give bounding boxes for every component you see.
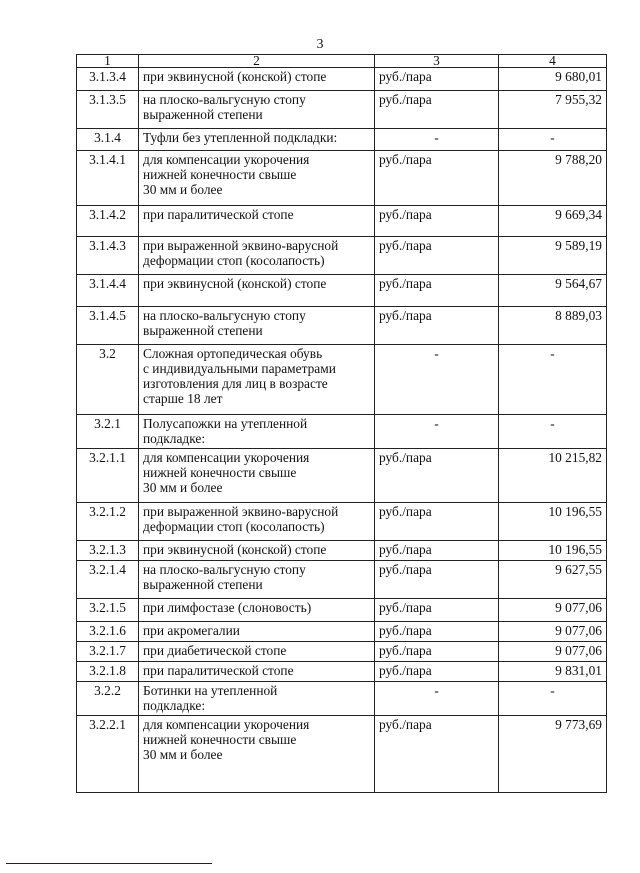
row-unit: руб./пара: [375, 275, 499, 307]
row-unit: руб./пара: [375, 68, 499, 91]
row-code: 3.2.1.7: [77, 642, 139, 662]
page-number: 3: [316, 37, 324, 52]
row-unit: руб./пара: [375, 662, 499, 682]
row-unit: руб./пара: [375, 716, 499, 793]
row-name: для компенсации укорочения нижней конечности свыше 30 мм и более: [139, 716, 375, 793]
row-name: Туфли без утепленной подкладки:: [139, 129, 375, 151]
row-code: 3.1.3.4: [77, 68, 139, 91]
row-price: 8 889,03: [499, 307, 607, 345]
row-name: для компенсации укорочения нижней конечности свыше 30 мм и более: [139, 449, 375, 503]
row-unit: -: [375, 415, 499, 449]
row-unit: руб./пара: [375, 622, 499, 642]
row-name: при паралитической стопе: [139, 662, 375, 682]
row-price: 10 215,82: [499, 449, 607, 503]
row-name: при выраженной эквино-варусной деформации стоп (косолапость): [139, 503, 375, 541]
row-unit: руб./пара: [375, 449, 499, 503]
row-code: 3.2.1: [77, 415, 139, 449]
row-code: 3.2.1.5: [77, 599, 139, 622]
row-name: при выраженной эквино-варусной деформации стоп (косолапость): [139, 237, 375, 275]
row-price: 9 669,34: [499, 206, 607, 237]
row-code: 3.1.4.1: [77, 151, 139, 206]
table-row: [77, 129, 607, 151]
row-price: 9 077,06: [499, 642, 607, 662]
column-header: 4: [499, 55, 607, 68]
row-code: 3.2.1.8: [77, 662, 139, 682]
row-code: 3.1.4.3: [77, 237, 139, 275]
table-row: [77, 503, 607, 541]
row-unit: -: [375, 129, 499, 151]
row-name: при диабетической стопе: [139, 642, 375, 662]
table-row: [77, 662, 607, 682]
row-code: 3.1.4.2: [77, 206, 139, 237]
row-code: 3.1.4.4: [77, 275, 139, 307]
table-row: [77, 642, 607, 662]
row-name: на плоско-вальгусную стопу выраженной степени: [139, 561, 375, 599]
row-name: при паралитической стопе: [139, 206, 375, 237]
column-header: 1: [77, 55, 139, 68]
row-price: 9 077,06: [499, 599, 607, 622]
row-code: 3.2.1.1: [77, 449, 139, 503]
row-price: 7 955,32: [499, 91, 607, 129]
row-price: 10 196,55: [499, 503, 607, 541]
row-name: Сложная ортопедическая обувь с индивидуальными параметрами изготовления для лиц в возрасте старше 18 лет: [139, 345, 375, 415]
row-unit: руб./пара: [375, 541, 499, 561]
row-code: 3.2.2.1: [77, 716, 139, 793]
row-unit: руб./пара: [375, 561, 499, 599]
row-name: Ботинки на утепленной подкладке:: [139, 682, 375, 716]
row-unit: руб./пара: [375, 206, 499, 237]
row-code: 3.2.1.3: [77, 541, 139, 561]
footnote-separator: [6, 863, 212, 864]
column-header: 3: [375, 55, 499, 68]
row-unit: руб./пара: [375, 237, 499, 275]
row-price: 9 788,20: [499, 151, 607, 206]
row-price: -: [499, 345, 607, 415]
row-unit: руб./пара: [375, 642, 499, 662]
row-unit: руб./пара: [375, 599, 499, 622]
row-name: Полусапожки на утепленной подкладке:: [139, 415, 375, 449]
row-code: 3.1.4: [77, 129, 139, 151]
row-price: 9 680,01: [499, 68, 607, 91]
table-row: [77, 237, 607, 275]
tariff-table: [76, 54, 607, 793]
table-row: [77, 599, 607, 622]
row-name: для компенсации укорочения нижней конечности свыше 30 мм и более: [139, 151, 375, 206]
table-row: [77, 622, 607, 642]
table-row: [77, 561, 607, 599]
row-unit: -: [375, 682, 499, 716]
table-row: [77, 151, 607, 206]
row-price: 9 589,19: [499, 237, 607, 275]
table-row: [77, 716, 607, 793]
row-price: 9 564,67: [499, 275, 607, 307]
row-price: 9 627,55: [499, 561, 607, 599]
row-code: 3.2.2: [77, 682, 139, 716]
row-price: 9 077,06: [499, 622, 607, 642]
row-code: 3.2.1.6: [77, 622, 139, 642]
table-row: [77, 345, 607, 415]
row-price: 10 196,55: [499, 541, 607, 561]
row-unit: руб./пара: [375, 91, 499, 129]
row-name: на плоско-вальгусную стопу выраженной степени: [139, 307, 375, 345]
table-row: [77, 91, 607, 129]
row-name: на плоско-вальгусную стопу выраженной степени: [139, 91, 375, 129]
table-row: [77, 206, 607, 237]
table-row: [77, 275, 607, 307]
row-unit: руб./пара: [375, 503, 499, 541]
table-row: [77, 307, 607, 345]
row-code: 3.1.3.5: [77, 91, 139, 129]
row-code: 3.2: [77, 345, 139, 415]
table-row: [77, 68, 607, 91]
row-code: 3.1.4.5: [77, 307, 139, 345]
row-name: при эквинусной (конской) стопе: [139, 275, 375, 307]
row-price: 9 773,69: [499, 716, 607, 793]
column-header: 2: [139, 55, 375, 68]
table-row: [77, 449, 607, 503]
row-name: при акромегалии: [139, 622, 375, 642]
row-price: -: [499, 129, 607, 151]
row-price: 9 831,01: [499, 662, 607, 682]
row-name: при эквинусной (конской) стопе: [139, 541, 375, 561]
row-price: -: [499, 682, 607, 716]
row-price: -: [499, 415, 607, 449]
table-row: [77, 415, 607, 449]
table-row: [77, 541, 607, 561]
table-body: [77, 68, 607, 793]
row-code: 3.2.1.2: [77, 503, 139, 541]
table-row: [77, 682, 607, 716]
row-unit: руб./пара: [375, 307, 499, 345]
row-code: 3.2.1.4: [77, 561, 139, 599]
row-unit: руб./пара: [375, 151, 499, 206]
row-name: при лимфостазе (слоновость): [139, 599, 375, 622]
table-header-row: [77, 55, 607, 68]
row-unit: -: [375, 345, 499, 415]
row-name: при эквинусной (конской) стопе: [139, 68, 375, 91]
